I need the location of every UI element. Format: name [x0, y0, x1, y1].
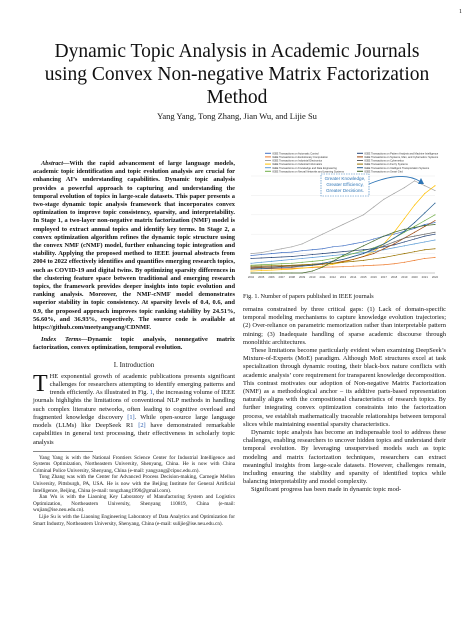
- data-point: [424, 236, 425, 237]
- data-point: [404, 241, 405, 242]
- x-tick-label: 2018: [390, 275, 398, 279]
- data-point: [404, 262, 405, 263]
- data-point: [424, 241, 425, 242]
- data-point: [271, 266, 272, 267]
- data-point: [414, 239, 415, 240]
- left-column: [33, 160, 235, 527]
- data-point: [322, 256, 323, 257]
- data-point: [363, 241, 364, 242]
- data-point: [332, 255, 333, 256]
- data-point: [302, 243, 303, 244]
- data-point: [404, 218, 405, 219]
- data-point: [404, 238, 405, 239]
- data-point: [291, 269, 292, 270]
- x-tick-label: 2004: [247, 275, 255, 279]
- data-point: [414, 260, 415, 261]
- data-point: [291, 252, 292, 253]
- data-point: [312, 249, 313, 250]
- data-point: [302, 250, 303, 251]
- data-point: [363, 245, 364, 246]
- data-point: [353, 266, 354, 267]
- data-point: [342, 259, 343, 260]
- data-point: [250, 266, 251, 267]
- data-point: [424, 220, 425, 221]
- legend-label: IEEE Transactions on Industrial Informatics: [272, 163, 323, 167]
- footnote-2: Tong Zhang was with the Center for Advanced Process Decision-making, Carnegie Mellon University, Pittsburgh, PA, USA. He is now with the Beijing Institute for General Artificial Intelligence, Beijing, China (e-mail: tongzhang1990@gmail.com).: [33, 474, 235, 494]
- data-point: [414, 232, 415, 233]
- title-line-1: Dynamic Topic Analysis in Academic Journals: [54, 41, 420, 62]
- data-point: [261, 257, 262, 258]
- data-point: [271, 257, 272, 258]
- data-point: [414, 222, 415, 223]
- data-point: [261, 265, 262, 266]
- x-tick-label: 2017: [380, 275, 388, 279]
- series-line: [251, 215, 435, 265]
- data-point: [271, 270, 272, 271]
- x-tick-label: 2005: [258, 275, 265, 279]
- x-tick-label: 2009: [298, 275, 306, 279]
- legend-label: IEEE Transactions on Systems, Man, and Cybernetics: Systems: [364, 156, 439, 159]
- x-tick-label: 2008: [288, 275, 296, 279]
- intro-text-b: , the increasing volume of IEEE journals highlights the limitations of conventional NLP methods in handling such complex literature networks, often leading to cognitive overload and fragmented knowledge discovery: [33, 389, 235, 421]
- data-point: [291, 272, 292, 273]
- x-tick-label: 2013: [339, 275, 347, 279]
- abstract-text: —With the rapid advancement of large language models, academic topic identification and topic evolution analysis are crucial for enhancing AI’s understanding capabilities. Dynamic topic analysis provides a powerful approach to capturing and understanding the temporal evolution of topics in large-scale datasets. This paper presents a two-stage dynamic topic analysis framework that incorporates convex optimization to improve topic consistency, sparsity, and interpretability. In Stage 1, a two-layer non-negative matrix factorization (NMF) model is employed to extract annual topics and identify key terms. In Stage 2, a convex optimization algorithm refines the dynamic topic structure using the convex NMF (cNMF) model, further enhancing topic integration and stability. Applying the proposed method to IEEE journal abstracts from 2004 to 2022 effectively identifies and quantifies emerging research topics, such as COVID-19 and digital twins. By optimizing sparsity differences in the clustering feature space between traditional and emerging research topics, the framework provides deeper insights into topic evolution and ranking analysis. Moreover, the NMF-cNMF model demonstrates superior stability in topic consistency. At sparsity levels of 0.4, 0.6, and 0.9, the proposed approach improves topic ranking stability by 24.51%, 56.60%, and 36.93%, respectively. The source code is available at https://github.com/meetyangyang/CDNMF.: [33, 160, 235, 332]
- data-point: [404, 187, 405, 188]
- citation-link-2[interactable]: [2]: [138, 422, 146, 430]
- data-point: [312, 264, 313, 265]
- data-point: [312, 267, 313, 268]
- citation-link-1[interactable]: [1]: [127, 413, 135, 421]
- data-point: [312, 257, 313, 258]
- author-list: Yang Yang, Tong Zhang, Jian Wu, and Lijie Su: [157, 111, 317, 121]
- data-point: [342, 266, 343, 267]
- data-point: [383, 236, 384, 237]
- legend-label: IEEE Transactions on Automatic Control: [272, 152, 319, 156]
- callout-arrow: [369, 176, 421, 184]
- data-point: [271, 268, 272, 269]
- data-point: [424, 258, 425, 259]
- data-point: [261, 270, 262, 271]
- index-terms-text: —Dynamic topic analysis, nonnegative matrix factorization, convex optimization, temporal evolution.: [33, 336, 235, 352]
- index-terms: [33, 336, 235, 352]
- data-point: [261, 254, 262, 255]
- data-point: [434, 224, 435, 225]
- data-point: [434, 234, 435, 235]
- data-point: [363, 256, 364, 257]
- data-point: [424, 224, 425, 225]
- data-point: [312, 265, 313, 266]
- data-point: [353, 256, 354, 257]
- data-point: [434, 257, 435, 258]
- callout-text: Greater Decisions.: [325, 188, 365, 193]
- section-heading-introduction: I. Introduction: [113, 360, 155, 369]
- data-point: [394, 193, 395, 194]
- data-point: [250, 272, 251, 273]
- data-point: [414, 251, 415, 252]
- data-point: [261, 266, 262, 267]
- intro-text-a: HE exponential growth of academic publications presents significant challenges for researchers attempting to identify emerging patterns and trends efficiently. As illustrated in Fig.: [49, 372, 235, 397]
- title-line-3: Method: [206, 87, 268, 108]
- figure-1: [243, 150, 439, 287]
- data-point: [353, 253, 354, 254]
- legend-label: IEEE Transactions on Cybernetics: [364, 159, 404, 163]
- data-point: [394, 244, 395, 245]
- data-point: [434, 185, 435, 186]
- data-point: [281, 252, 282, 253]
- data-point: [434, 222, 435, 223]
- x-tick-label: 2021: [421, 275, 428, 279]
- data-point: [312, 239, 313, 240]
- data-point: [353, 243, 354, 244]
- data-point: [373, 240, 374, 241]
- title-line-2: using Convex Non-negative Matrix Factorization: [44, 64, 430, 85]
- data-point: [394, 243, 395, 244]
- data-point: [250, 253, 251, 254]
- data-point: [322, 234, 323, 235]
- data-point: [373, 265, 374, 266]
- data-point: [342, 251, 343, 252]
- figure-caption: Fig. 1. Number of papers published in IEEE journals: [243, 293, 374, 300]
- data-point: [394, 234, 395, 235]
- data-point: [332, 246, 333, 247]
- legend-label: IEEE Transactions on Industrial Electronics: [272, 159, 323, 163]
- data-point: [250, 265, 251, 266]
- data-point: [404, 245, 405, 246]
- data-point: [291, 267, 292, 268]
- data-point: [271, 272, 272, 273]
- data-point: [281, 248, 282, 249]
- data-point: [322, 248, 323, 249]
- data-point: [404, 229, 405, 230]
- data-point: [322, 263, 323, 264]
- x-tick-label: 2019: [401, 275, 408, 279]
- data-point: [434, 232, 435, 233]
- data-point: [342, 262, 343, 263]
- data-point: [373, 258, 374, 259]
- data-point: [414, 227, 415, 228]
- data-point: [383, 257, 384, 258]
- x-tick-label: 2016: [370, 275, 377, 279]
- data-point: [363, 252, 364, 253]
- callout-text: Greater Knowledge,: [324, 176, 366, 181]
- data-point: [434, 220, 435, 221]
- data-point: [312, 261, 313, 262]
- legend-label: IEEE Transactions on Smart Grid: [364, 170, 403, 174]
- data-point: [353, 219, 354, 220]
- data-point: [342, 245, 343, 246]
- data-point: [414, 205, 415, 206]
- data-point: [302, 258, 303, 259]
- data-point: [383, 248, 384, 249]
- data-point: [332, 266, 333, 267]
- data-point: [281, 272, 282, 273]
- data-point: [332, 252, 333, 253]
- data-point: [383, 264, 384, 265]
- data-point: [302, 272, 303, 273]
- x-tick-label: 2010: [309, 275, 316, 279]
- data-point: [383, 245, 384, 246]
- data-point: [383, 249, 384, 250]
- data-point: [291, 259, 292, 260]
- data-point: [424, 185, 425, 186]
- data-point: [261, 252, 262, 253]
- footnote-1: Yang Yang is with the National Frontiers Science Center for Industrial Intelligence and Systems Optimization, Northeastern University, Shenyang, China. He is now with China Criminal Police University, Shenyang, China (e-mail: yangyang@cipuc.edu.cn).: [33, 454, 235, 474]
- data-point: [312, 271, 313, 272]
- index-terms-label: Index Terms: [41, 336, 82, 344]
- drop-cap: T: [33, 370, 48, 397]
- data-point: [312, 254, 313, 255]
- data-point: [250, 267, 251, 268]
- data-point: [302, 255, 303, 256]
- footnotes: [33, 455, 235, 528]
- data-point: [363, 265, 364, 266]
- data-point: [383, 199, 384, 200]
- x-tick-label: 2012: [329, 275, 336, 279]
- right-column: remains constrained by three critical gaps: (1) Lack of domain-specific temporal modeling mechanisms to capture knowledge evolution trajectories; (2) Over-reliance on parametric memorization rather than interpretable pattern mining; (3) Inadequate handling of sparse academic discourse through monolithic architectures. These limitations become particularly evident when examining DeepSeek’s Mixture-of-Experts (MoE) paradigm. Although MoE structures excel at task specialization through dynamic routing, their black-box nature conflicts with academic analysis’ core requirement for transparent knowledge decomposition. This contrast motivates our adoption of Non-negative Matrix Factorization (NMF) as a methodological anchor – its additive parts-based representation naturally aligns with the compositional characteristics of research topics. By further integrating convex optimization constraints into the factorization process, we establish mathematically traceable relationships between temporal slices while maintaining essential sparsity characteristics. Dynamic topic analysis has become an indispensable tool to address these challenges, enabling researchers to uncover hidden topics and understand their temporal evolution. By leveraging unsupervised models such as topic modeling and matrix factorization techniques, researchers can extract meaningful insights from large-scale datasets. However, challenges remain, including ensuring the stability and sparsity of identified topics while balancing interpretability and model complexity. Significant progress has been made in dynamic topic mod-: [243, 306, 446, 494]
- data-point: [261, 268, 262, 269]
- data-point: [363, 214, 364, 215]
- data-point: [434, 248, 435, 249]
- data-point: [332, 263, 333, 264]
- data-point: [434, 190, 435, 191]
- footnote-3: Jian Wu is with the Liaoning Key Laboratory of Manufacturing System and Logistics Optimization, Northeastern University, Shenyang 110819, China (e-mail: wujian@ise.neu.edu.cn).: [33, 494, 235, 514]
- x-tick-label: 2015: [360, 275, 367, 279]
- data-point: [261, 272, 262, 273]
- data-point: [342, 224, 343, 225]
- data-point: [250, 271, 251, 272]
- series-line: [251, 223, 435, 256]
- x-tick-label: 2006: [268, 275, 275, 279]
- data-point: [394, 241, 395, 242]
- intro-text-c: . While open-source large language models (LLMs) like DeepSeek R1: [33, 413, 235, 430]
- data-point: [322, 260, 323, 261]
- figure-link[interactable]: 1: [149, 389, 153, 397]
- data-point: [353, 250, 354, 251]
- data-point: [291, 246, 292, 247]
- data-point: [342, 254, 343, 255]
- data-point: [281, 267, 282, 268]
- data-point: [434, 203, 435, 204]
- data-point: [250, 263, 251, 264]
- data-point: [281, 260, 282, 261]
- data-point: [261, 264, 262, 265]
- data-point: [302, 268, 303, 269]
- data-point: [394, 263, 395, 264]
- data-point: [414, 180, 415, 181]
- data-point: [383, 243, 384, 244]
- data-point: [271, 265, 272, 266]
- legend-label: IEEE Transactions on Pattern Analysis and Machine Intelligence: [364, 152, 439, 156]
- data-point: [322, 253, 323, 254]
- data-point: [332, 261, 333, 262]
- data-point: [353, 261, 354, 262]
- data-point: [332, 258, 333, 259]
- data-point: [332, 229, 333, 230]
- callout-text: Greater Efficiency,: [326, 182, 364, 187]
- data-point: [261, 262, 262, 263]
- data-point: [424, 226, 425, 227]
- data-point: [322, 267, 323, 268]
- data-point: [271, 261, 272, 262]
- data-point: [414, 243, 415, 244]
- data-point: [373, 247, 374, 248]
- x-tick-label: 2020: [411, 275, 418, 279]
- abstract: [33, 160, 235, 332]
- data-point: [394, 247, 395, 248]
- data-point: [373, 251, 374, 252]
- footnote-4: Lijie Su is with the Liaoning Engineering Laboratory of Data Analytics and Optimization for Smart Industry, Northeastern University, Shenyang, China (e-mail: sulijie@ise.neu.edu.cn).: [33, 514, 235, 527]
- data-point: [434, 239, 435, 240]
- data-point: [394, 232, 395, 233]
- abstract-label: Abstract: [41, 160, 64, 167]
- legend-label: IEEE Transactions on Fuzzy Systems: [364, 163, 408, 167]
- data-point: [394, 255, 395, 256]
- data-point: [250, 258, 251, 259]
- data-point: [353, 259, 354, 260]
- intro-paragraph: [33, 370, 235, 447]
- data-point: [342, 255, 343, 256]
- data-point: [271, 253, 272, 254]
- page-number: 1: [459, 9, 462, 15]
- data-point: [414, 226, 415, 227]
- x-tick-label: 2011: [319, 275, 326, 279]
- data-point: [383, 246, 384, 247]
- data-point: [373, 249, 374, 250]
- data-point: [281, 269, 282, 270]
- data-point: [281, 263, 282, 264]
- data-point: [414, 236, 415, 237]
- data-point: [424, 249, 425, 250]
- data-point: [373, 239, 374, 240]
- intro-text-d: have demonstrated remarkable capabilities in general text processing, their effectiveness in scholarly topic analysis: [33, 422, 235, 446]
- legend-label: IEEE Transactions on Evolutionary Computation: [272, 156, 328, 159]
- data-point: [271, 264, 272, 265]
- data-point: [342, 261, 343, 262]
- footnote-divider: [33, 451, 93, 452]
- legend-label: IEEE Transactions on Intelligent Transportation Systems: [364, 166, 430, 170]
- data-point: [394, 238, 395, 239]
- data-point: [281, 256, 282, 257]
- data-point: [434, 214, 435, 215]
- data-point: [302, 264, 303, 265]
- data-point: [424, 193, 425, 194]
- data-point: [373, 253, 374, 254]
- data-point: [424, 212, 425, 213]
- x-tick-label: 2014: [350, 275, 357, 279]
- data-point: [291, 256, 292, 257]
- data-point: [302, 266, 303, 267]
- data-point: [291, 263, 292, 264]
- data-point: [424, 234, 425, 235]
- data-point: [250, 269, 251, 270]
- x-tick-label: 2007: [278, 275, 285, 279]
- data-point: [404, 253, 405, 254]
- data-point: [424, 225, 425, 226]
- data-point: [332, 264, 333, 265]
- data-point: [250, 255, 251, 256]
- data-point: [281, 265, 282, 266]
- data-point: [404, 231, 405, 232]
- data-point: [363, 250, 364, 251]
- data-point: [291, 265, 292, 266]
- data-point: [302, 262, 303, 263]
- data-point: [363, 253, 364, 254]
- paper-title: [0, 40, 474, 109]
- data-point: [373, 206, 374, 207]
- data-point: [373, 248, 374, 249]
- data-point: [363, 260, 364, 261]
- x-tick-label: 2022: [431, 275, 439, 279]
- data-point: [250, 268, 251, 269]
- legend-label: IEEE Transactions on Neural Networks and Learning Systems: [272, 170, 344, 174]
- data-point: [414, 228, 415, 229]
- data-point: [363, 249, 364, 250]
- legend-label: IEEE Transactions on Knowledge and Data Engineering: [272, 166, 337, 170]
- data-point: [291, 268, 292, 269]
- line-chart: [243, 150, 439, 287]
- data-point: [271, 250, 272, 251]
